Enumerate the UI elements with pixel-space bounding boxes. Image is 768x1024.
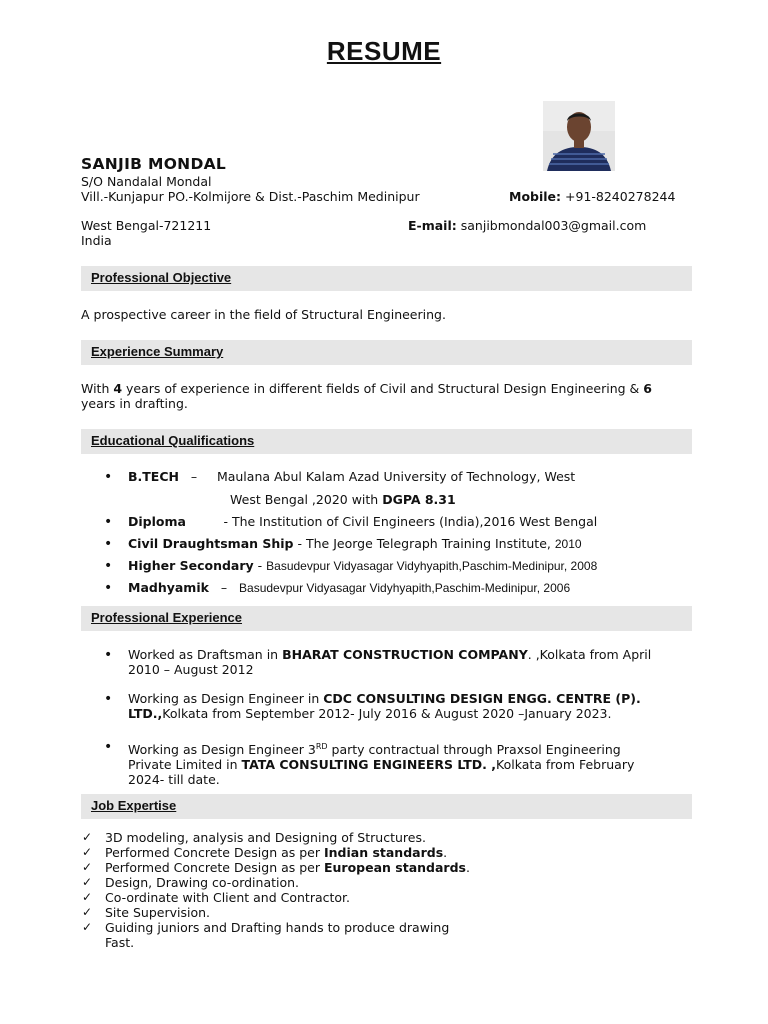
checkmark-icon: ✓ xyxy=(82,845,93,859)
section-heading: Job Expertise xyxy=(91,798,177,813)
section-heading: Educational Qualifications xyxy=(91,433,255,448)
expertise-item: Co-ordinate with Client and Contractor. xyxy=(105,890,351,905)
section-heading: Experience Summary xyxy=(91,344,224,359)
email-row xyxy=(408,218,646,233)
section-heading: Professional Experience xyxy=(91,610,243,625)
expertise-item: Site Supervision. xyxy=(105,905,210,920)
section-professional-objective xyxy=(81,266,692,291)
email-address[interactable]: sanjibmondal003@gmail.com xyxy=(460,218,647,233)
expertise-item: Performed Concrete Design as per Indian standards. xyxy=(105,845,448,860)
education-item-btech: B.TECH – Maulana Abul Kalam Azad University of Technology, West xyxy=(128,469,576,484)
mobile-number: +91-8240278244 xyxy=(565,189,676,204)
section-educational-qualifications xyxy=(81,429,692,454)
resume-title: RESUME xyxy=(326,36,442,66)
experience-item-cdc: Working as Design Engineer in CDC CONSULTING DESIGN ENGG. CENTRE (P). LTD.,Kolkata from September 2012- July 2016 & August 2020 –January 2023. xyxy=(128,691,641,721)
checkmark-icon: ✓ xyxy=(82,830,93,844)
expertise-item: Performed Concrete Design as per European standards. xyxy=(105,860,470,875)
mobile-label: Mobile: xyxy=(509,189,562,204)
education-item-madhyamik: Madhyamik – Basudevpur Vidyasagar Vidyhyapith,Paschim-Medinipur, 2006 xyxy=(128,580,571,595)
section-job-expertise xyxy=(81,794,692,819)
expertise-item: 3D modeling, analysis and Designing of Structures. xyxy=(105,830,426,845)
bullet-icon: • xyxy=(104,514,113,530)
bullet-icon: • xyxy=(104,558,113,574)
address-line-1: S/O Nandalal Mondal xyxy=(81,174,212,189)
education-item-higher-secondary: Higher Secondary - Basudevpur Vidyasagar Vidyhyapith,Paschim-Medinipur, 2008 xyxy=(128,558,598,573)
address-line-4: India xyxy=(81,233,112,248)
section-experience-summary xyxy=(81,340,692,365)
experience-item-bharat: Worked as Draftsman in BHARAT CONSTRUCTION COMPANY. ,Kolkata from April 2010 – August 2012 xyxy=(128,647,652,677)
experience-item-tata: Working as Design Engineer 3RD party contractual through Praxsol Engineering Private Limited in TATA CONSULTING ENGINEERS LTD. ,Kolkata from February 2024- till date. xyxy=(128,742,635,788)
checkmark-icon: ✓ xyxy=(82,905,93,919)
education-item-btech-line2: West Bengal ,2020 with DGPA 8.31 xyxy=(230,492,456,507)
address-line-2: Vill.-Kunjapur PO.-Kolmijore & Dist.-Paschim Medinipur xyxy=(81,189,420,204)
education-item-draughtsman: Civil Draughtsman Ship - The Jeorge Telegraph Training Institute, 2010 xyxy=(128,536,582,551)
bullet-icon: • xyxy=(104,536,113,552)
profile-photo xyxy=(543,101,615,171)
bullet-icon: • xyxy=(104,691,113,707)
bullet-icon: • xyxy=(104,647,113,663)
expertise-item: Guiding juniors and Drafting hands to produce drawing Fast. xyxy=(105,920,450,950)
section-professional-experience xyxy=(81,606,692,631)
checkmark-icon: ✓ xyxy=(82,920,93,934)
checkmark-icon: ✓ xyxy=(82,875,93,889)
bullet-icon: • xyxy=(104,580,113,596)
email-label: E-mail: xyxy=(408,218,457,233)
checkmark-icon: ✓ xyxy=(82,860,93,874)
candidate-name: SANJIB MONDAL xyxy=(81,155,227,173)
expertise-item: Design, Drawing co-ordination. xyxy=(105,875,300,890)
mobile-row xyxy=(509,189,675,204)
experience-summary-text: With 4 years of experience in different fields of Civil and Structural Design Engineering & 6 years in drafting. xyxy=(81,381,652,411)
checkmark-icon: ✓ xyxy=(82,890,93,904)
bullet-icon: • xyxy=(104,739,113,755)
education-item-diploma: Diploma - The Institution of Civil Engineers (India),2016 West Bengal xyxy=(128,514,598,529)
bullet-icon: • xyxy=(104,469,113,485)
address-line-3: West Bengal-721211 xyxy=(81,218,212,233)
objective-text: A prospective career in the field of Structural Engineering. xyxy=(81,307,446,322)
section-heading: Professional Objective xyxy=(91,270,232,285)
